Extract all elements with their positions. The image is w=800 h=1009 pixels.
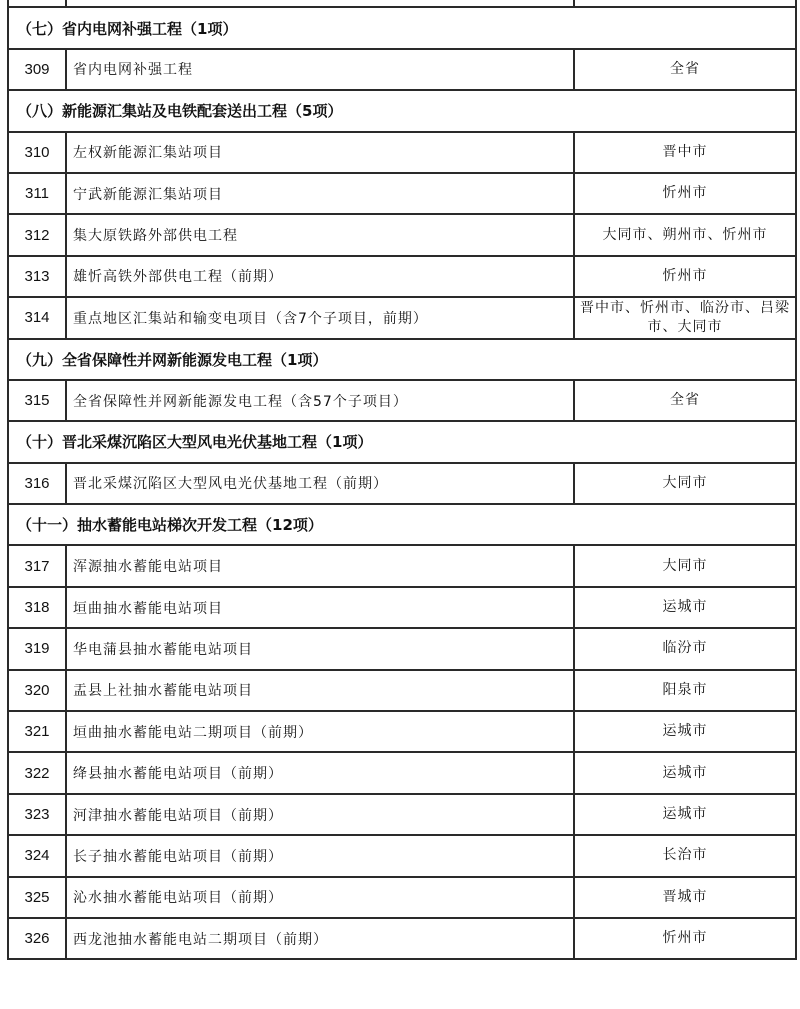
table-row bbox=[8, 545, 796, 586]
cell-number: 316 bbox=[8, 463, 66, 504]
table-row bbox=[8, 628, 796, 669]
cell-location: 大同市 bbox=[574, 545, 796, 586]
cell-location: 运城市 bbox=[574, 794, 796, 835]
cell-location: 阳泉市 bbox=[574, 670, 796, 711]
cell-name: 集大原铁路外部供电工程 bbox=[66, 214, 574, 255]
table-row bbox=[8, 711, 796, 752]
cell-location: 大同市 bbox=[574, 463, 796, 504]
cell-number: 317 bbox=[8, 545, 66, 586]
cell-number: 318 bbox=[8, 587, 66, 628]
table-row bbox=[8, 794, 796, 835]
table-row bbox=[8, 297, 796, 338]
cell-number: 315 bbox=[8, 380, 66, 421]
table-row bbox=[8, 214, 796, 255]
project-table-container bbox=[7, 0, 797, 960]
cell-number: 314 bbox=[8, 297, 66, 338]
table-row bbox=[8, 173, 796, 214]
table-row bbox=[8, 587, 796, 628]
cell-name bbox=[66, 0, 574, 7]
section-header-row bbox=[8, 504, 796, 545]
table-row bbox=[8, 380, 796, 421]
section-header-row bbox=[8, 421, 796, 462]
section-header-row bbox=[8, 90, 796, 131]
cell-name: 重点地区汇集站和输变电项目（含7个子项目，前期） bbox=[66, 297, 574, 338]
table-row-partial bbox=[8, 0, 796, 7]
section-header-row bbox=[8, 339, 796, 380]
cell-name: 绛县抽水蓄能电站项目（前期） bbox=[66, 752, 574, 793]
cell-number: 319 bbox=[8, 628, 66, 669]
cell-number: 325 bbox=[8, 877, 66, 918]
section-title: （十一）抽水蓄能电站梯次开发工程（12项） bbox=[8, 504, 796, 545]
cell-name: 左权新能源汇集站项目 bbox=[66, 132, 574, 173]
cell-name: 宁武新能源汇集站项目 bbox=[66, 173, 574, 214]
cell-name: 长子抽水蓄能电站项目（前期） bbox=[66, 835, 574, 876]
cell-location: 晋中市 bbox=[574, 132, 796, 173]
cell-location: 大同市、朔州市、忻州市 bbox=[574, 214, 796, 255]
cell-location: 运城市 bbox=[574, 587, 796, 628]
table-row bbox=[8, 463, 796, 504]
cell-location: 忻州市 bbox=[574, 918, 796, 959]
cell-number: 326 bbox=[8, 918, 66, 959]
section-title: （十）晋北采煤沉陷区大型风电光伏基地工程（1项） bbox=[8, 421, 796, 462]
cell-location: 运城市 bbox=[574, 752, 796, 793]
cell-name: 雄忻高铁外部供电工程（前期） bbox=[66, 256, 574, 297]
cell-name: 晋北采煤沉陷区大型风电光伏基地工程（前期） bbox=[66, 463, 574, 504]
cell-name: 西龙池抽水蓄能电站二期项目（前期） bbox=[66, 918, 574, 959]
cell-name: 沁水抽水蓄能电站项目（前期） bbox=[66, 877, 574, 918]
cell-name: 盂县上社抽水蓄能电站项目 bbox=[66, 670, 574, 711]
cell-location: 晋中市、忻州市、临汾市、吕梁市、大同市 bbox=[574, 297, 796, 338]
cell-number: 312 bbox=[8, 214, 66, 255]
cell-number: 322 bbox=[8, 752, 66, 793]
project-table bbox=[7, 0, 797, 960]
cell-location: 长治市 bbox=[574, 835, 796, 876]
cell-number: 321 bbox=[8, 711, 66, 752]
table-row bbox=[8, 132, 796, 173]
cell-number: 324 bbox=[8, 835, 66, 876]
cell-name: 省内电网补强工程 bbox=[66, 49, 574, 90]
table-row bbox=[8, 918, 796, 959]
cell-number: 320 bbox=[8, 670, 66, 711]
cell-number: 310 bbox=[8, 132, 66, 173]
cell-name: 垣曲抽水蓄能电站项目 bbox=[66, 587, 574, 628]
cell-name: 垣曲抽水蓄能电站二期项目（前期） bbox=[66, 711, 574, 752]
cell-number bbox=[8, 0, 66, 7]
section-header-row bbox=[8, 7, 796, 48]
cell-name: 全省保障性并网新能源发电工程（含57个子项目） bbox=[66, 380, 574, 421]
table-row bbox=[8, 877, 796, 918]
cell-location: 忻州市 bbox=[574, 256, 796, 297]
cell-location: 全省 bbox=[574, 49, 796, 90]
cell-name: 河津抽水蓄能电站项目（前期） bbox=[66, 794, 574, 835]
cell-location: 忻州市 bbox=[574, 173, 796, 214]
cell-name: 浑源抽水蓄能电站项目 bbox=[66, 545, 574, 586]
cell-name: 华电蒲县抽水蓄能电站项目 bbox=[66, 628, 574, 669]
section-title: （八）新能源汇集站及电铁配套送出工程（5项） bbox=[8, 90, 796, 131]
cell-location: 运城市 bbox=[574, 711, 796, 752]
table-row bbox=[8, 670, 796, 711]
cell-number: 309 bbox=[8, 49, 66, 90]
cell-location: 临汾市 bbox=[574, 628, 796, 669]
cell-location: 晋城市 bbox=[574, 877, 796, 918]
cell-number: 323 bbox=[8, 794, 66, 835]
section-title: （七）省内电网补强工程（1项） bbox=[8, 7, 796, 48]
section-title: （九）全省保障性并网新能源发电工程（1项） bbox=[8, 339, 796, 380]
cell-number: 311 bbox=[8, 173, 66, 214]
table-row bbox=[8, 835, 796, 876]
table-row bbox=[8, 256, 796, 297]
cell-location bbox=[574, 0, 796, 7]
table-row bbox=[8, 49, 796, 90]
table-row bbox=[8, 752, 796, 793]
cell-number: 313 bbox=[8, 256, 66, 297]
cell-location: 全省 bbox=[574, 380, 796, 421]
